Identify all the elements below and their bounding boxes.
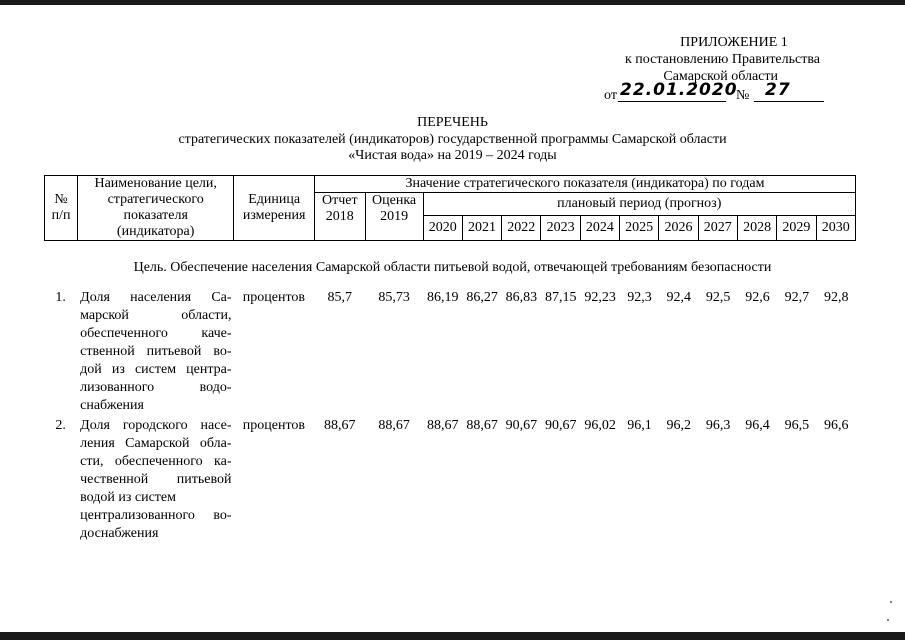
- scan-bottom-edge: [0, 632, 905, 640]
- appendix-title: ПРИЛОЖЕНИЕ 1: [680, 35, 788, 50]
- appendix-date-number: [600, 80, 850, 104]
- header-year: 2020: [423, 216, 462, 241]
- value-2027: 96,3: [705, 418, 731, 433]
- document-subtitle: стратегических показателей (индикаторов) государственной программы Самарской области: [178, 132, 727, 147]
- header-name-line: (индикатора): [116, 224, 195, 239]
- header-name-line: показателя: [123, 208, 188, 223]
- number-label: №: [736, 88, 750, 103]
- value-report-2018: 85,7: [327, 290, 352, 305]
- value-2025: 92,3: [627, 290, 652, 305]
- indicator-name: [77, 289, 233, 415]
- row-number: 1.: [55, 290, 66, 305]
- indicator-name-line: ственной питьевой во-: [80, 344, 232, 359]
- indicator-unit: процентов: [242, 418, 306, 433]
- indicator-unit: процентов: [242, 290, 306, 305]
- value-2020: 86,19: [426, 290, 459, 305]
- header-num-line: №: [54, 192, 68, 207]
- indicator-name-line: дой из систем центра-: [80, 362, 232, 377]
- handwritten-number: 27: [765, 80, 791, 100]
- header-unit-line: Единица: [248, 192, 301, 207]
- header-unit-line: измерения: [242, 208, 306, 223]
- indicator-name-line: сти, обеспеченного ка-: [80, 454, 232, 469]
- indicator-name: [77, 417, 233, 543]
- indicator-row: [44, 417, 856, 543]
- header-name: [78, 176, 234, 241]
- header-report-line: 2018: [325, 209, 354, 224]
- number-underline: [754, 101, 824, 102]
- value-2022: 90,67: [505, 418, 538, 433]
- value-2025: 96,1: [627, 418, 652, 433]
- indicator-name-line: централизованного во-: [80, 508, 232, 523]
- indicators-table-body: [44, 289, 856, 543]
- indicator-row: [44, 289, 856, 415]
- scan-speck: [890, 601, 892, 603]
- row-number: 2.: [55, 418, 66, 433]
- indicator-name-line: марской области,: [80, 308, 232, 323]
- date-underline: [618, 101, 726, 102]
- indicator-name-line: доснабжения: [80, 526, 159, 541]
- header-estimate-line: Оценка: [372, 193, 417, 208]
- header-value-group: Значение стратегического показателя (индикатора) по годам: [314, 176, 855, 193]
- indicators-table-header: [44, 175, 856, 241]
- header-num-line: п/п: [51, 208, 71, 223]
- indicator-name-line: водой из систем: [80, 490, 177, 505]
- document-title: ПЕРЕЧЕНЬ: [417, 115, 488, 130]
- header-year: 2030: [816, 216, 855, 241]
- header-report: [314, 193, 365, 241]
- value-2029: 96,5: [784, 418, 810, 433]
- header-year: 2022: [502, 216, 541, 241]
- header-name-line: Наименование цели,: [94, 176, 217, 191]
- scan-speck: [887, 619, 889, 621]
- header-plan-period: плановый период (прогноз): [423, 193, 855, 216]
- header-year: 2027: [698, 216, 737, 241]
- header-year: 2028: [737, 216, 776, 241]
- value-2027: 92,5: [705, 290, 731, 305]
- value-2029: 92,7: [784, 290, 810, 305]
- value-2026: 96,2: [666, 418, 692, 433]
- value-2024: 96,02: [584, 418, 616, 433]
- value-2021: 86,27: [466, 290, 498, 305]
- header-unit: [234, 176, 315, 241]
- appendix-resolution: к постановлению Правительства: [624, 52, 820, 67]
- value-estimate-2019: 88,67: [378, 418, 410, 433]
- header-num: [45, 176, 78, 241]
- value-2023: 87,15: [545, 290, 577, 305]
- header-year: 2026: [659, 216, 698, 241]
- appendix-region: Самарской области: [663, 69, 778, 84]
- header-estimate: [365, 193, 423, 241]
- value-2024: 92,23: [584, 290, 616, 305]
- value-2030: 92,8: [824, 290, 849, 305]
- value-2028: 92,6: [745, 290, 770, 305]
- scan-top-edge: [0, 0, 905, 5]
- value-2030: 96,6: [824, 418, 849, 433]
- value-2026: 92,4: [666, 290, 692, 305]
- program-name: «Чистая вода» на 2019 – 2024 годы: [348, 148, 557, 163]
- date-prefix: от: [604, 88, 617, 103]
- value-2028: 96,4: [745, 418, 770, 433]
- goal-statement: Цель. Обеспечение населения Самарской области питьевой водой, отвечающей требованиям безопасности: [133, 260, 772, 275]
- handwritten-date: 22.01.2020: [620, 80, 738, 100]
- indicator-name-line: ления Самарской обла-: [80, 436, 232, 451]
- value-estimate-2019: 85,73: [378, 290, 410, 305]
- indicator-name-line: обеспеченного каче-: [80, 326, 232, 341]
- value-2021: 88,67: [466, 418, 498, 433]
- appendix-block: [600, 34, 850, 104]
- header-estimate-line: 2019: [380, 209, 409, 224]
- value-2023: 90,67: [545, 418, 577, 433]
- header-year: 2025: [620, 216, 659, 241]
- indicator-name-line: снабжения: [80, 398, 144, 413]
- value-2022: 86,83: [505, 290, 538, 305]
- header-name-line: стратегического: [107, 192, 204, 207]
- header-year: 2021: [462, 216, 501, 241]
- indicator-name-line: Доля городского насе-: [80, 418, 232, 433]
- indicator-name-line: лизованного водо-: [80, 380, 232, 395]
- header-year: 2029: [777, 216, 816, 241]
- indicator-name-line: Доля населения Са-: [80, 290, 232, 305]
- indicator-name-line: чественной питьевой: [80, 472, 232, 487]
- header-report-line: Отчет: [321, 193, 358, 208]
- value-report-2018: 88,67: [323, 418, 356, 433]
- header-year: 2023: [541, 216, 580, 241]
- value-2020: 88,67: [426, 418, 459, 433]
- header-year: 2024: [580, 216, 619, 241]
